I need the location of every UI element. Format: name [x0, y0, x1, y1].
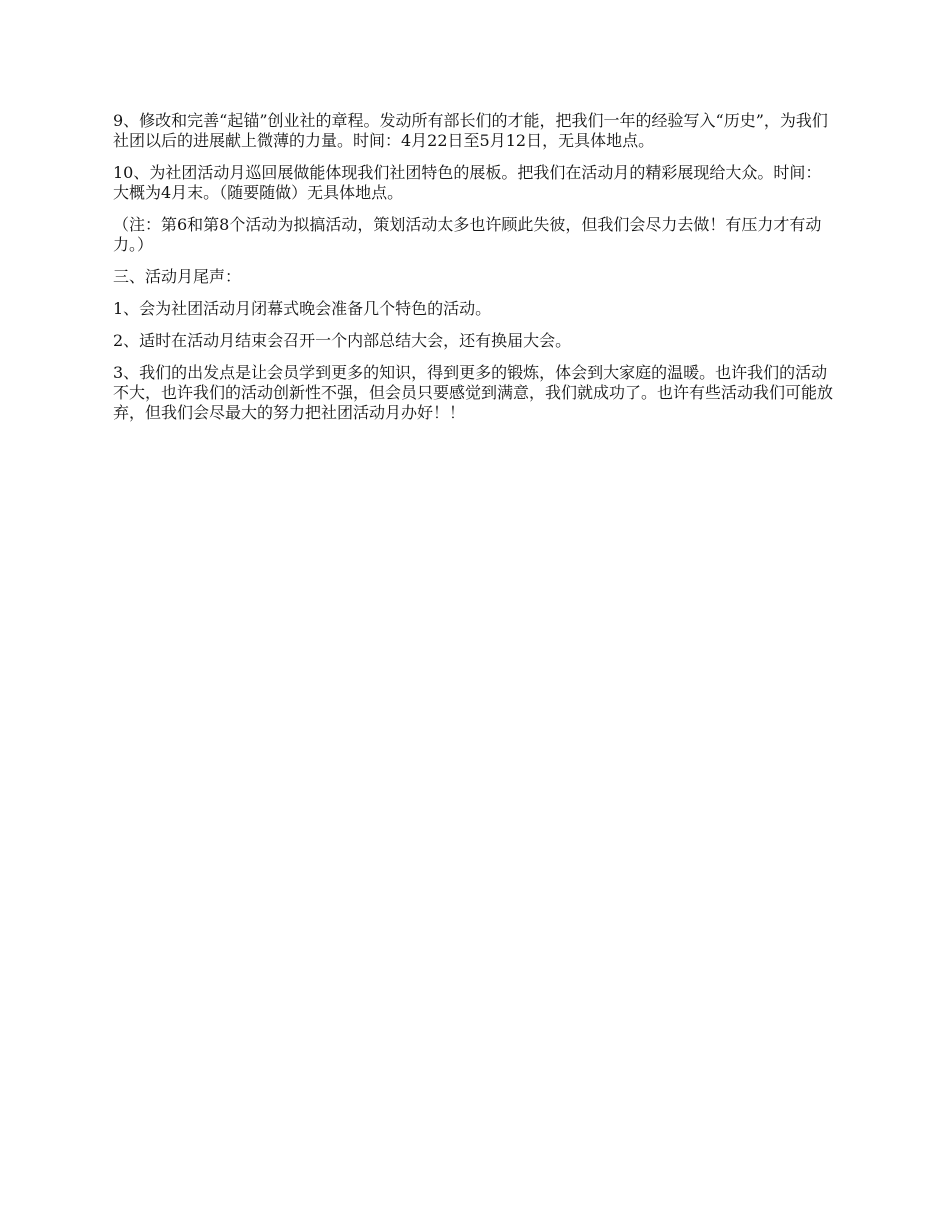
paragraph-closing-3: 3、我们的出发点是让会员学到更多的知识，得到更多的锻炼，体会到大家庭的温暖。也许我们的活动不大，也许我们的活动创新性不强，但会员只要感觉到满意，我们就成功了。也许有些活动我们可能放弃，但我们会尽最大的努力把社团活动月办好！！ — [113, 363, 834, 422]
paragraph-closing-1: 1、会为社团活动月闭幕式晚会准备几个特色的活动。 — [113, 299, 492, 318]
document-body — [113, 111, 835, 435]
section-heading-3: 三、活动月尾声： — [113, 267, 242, 286]
paragraph-note: （注：第6和第8个活动为拟搞活动，策划活动太多也许顾此失彼，但我们会尽力去做！有压力才有动力。） — [113, 215, 822, 254]
paragraph-closing-2: 2、适时在活动月结束会召开一个内部总结大会，还有换届大会。 — [113, 331, 572, 350]
paragraph-item-9: 9、修改和完善“起锚”创业社的章程。发动所有部长们的才能，把我们一年的经验写入“历史”，为我们社团以后的进展献上微薄的力量。时间：4月22日至5月12日，无具体地点。 — [113, 111, 828, 150]
paragraph-item-10: 10、为社团活动月巡回展做能体现我们社团特色的展板。把我们在活动月的精彩展现给大众。时间：大概为4月末。（随要随做）无具体地点。 — [113, 163, 822, 202]
